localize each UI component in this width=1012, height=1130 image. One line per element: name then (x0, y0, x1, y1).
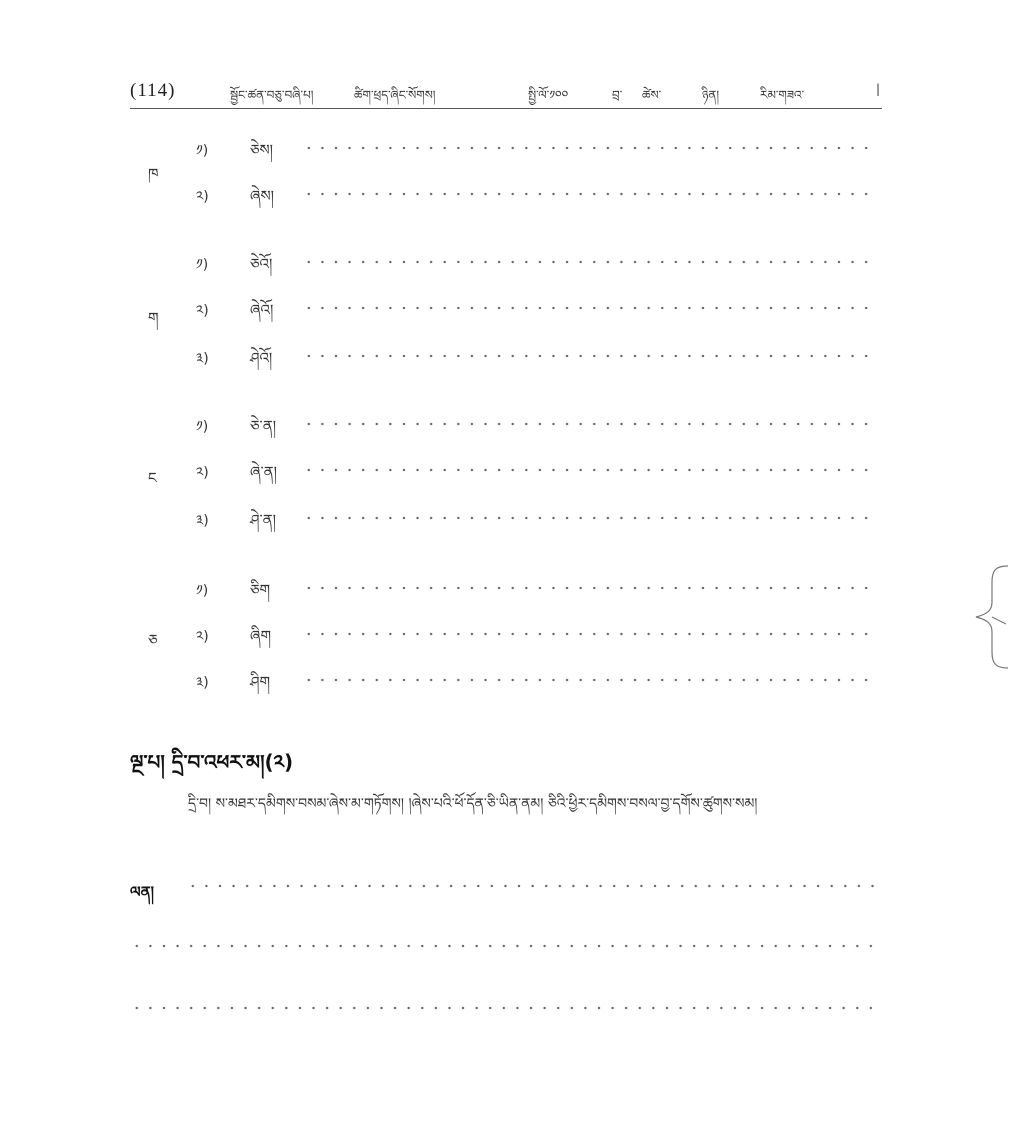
header-year: སྤྱི་ལོ་༡༠༠ (528, 88, 569, 102)
row-word: ཅིག (250, 581, 271, 599)
answer-dot-line[interactable] (302, 354, 876, 358)
answer-dot-line[interactable] (130, 1006, 882, 1010)
exercise-row (196, 248, 886, 276)
row-number: ༡) (196, 583, 209, 599)
row-number: ༢) (196, 303, 209, 319)
answer-dot-line[interactable] (186, 884, 876, 888)
header-lesson-topic: ཚིག་ཕྲད་ཞིང་སོགས། (354, 88, 436, 102)
group-label: ག (148, 309, 159, 327)
row-number: ༢) (196, 189, 209, 205)
header-book-title: སྦྱོང་ཚན་བཅུ་བཞི་པ། (230, 88, 314, 102)
header-date: ཉིན། (702, 88, 720, 102)
row-number: ༣) (196, 513, 209, 529)
header-end-mark: | (876, 82, 881, 96)
group-label: ཁ (148, 165, 159, 183)
exercise-row (196, 504, 886, 532)
exercise-row (196, 620, 886, 648)
running-header (230, 82, 880, 104)
answer-dot-line[interactable] (302, 146, 876, 150)
row-number: ༣) (196, 675, 209, 691)
exercise-row (196, 180, 886, 208)
exercise-row (196, 666, 886, 694)
answer-dot-line[interactable] (302, 678, 870, 682)
row-number: ༡) (196, 257, 209, 273)
row-word: ཤིག (250, 673, 271, 691)
answer-dot-line[interactable] (302, 468, 876, 472)
row-word: ཅེས། (250, 141, 273, 159)
exercise-row (196, 342, 886, 370)
answer-dot-line[interactable] (302, 516, 876, 520)
row-word: ཤེ་ན། (250, 511, 276, 529)
row-number: ༡) (196, 143, 209, 159)
answer-dot-line[interactable] (302, 422, 876, 426)
row-word: ཤེའོ། (250, 349, 273, 367)
exercise-row (196, 456, 886, 484)
row-word: ཞེ་ན། (250, 463, 277, 481)
row-word: ཞེས། (250, 187, 274, 205)
row-word: ཞེའོ། (250, 301, 274, 319)
row-number: ༡) (196, 419, 209, 435)
row-number: ༣) (196, 351, 209, 367)
exercise-row (196, 574, 886, 602)
row-word: ཅེ་ན། (250, 417, 277, 435)
answer-label: ལན། (130, 883, 154, 901)
question-text: དྲི་བ། ས་མཐར་དམིགས་བསམ་ཞེས་མ་གཏོགས། །ཞེས་པའི་ཕོ་དོན་ཅི་ཡིན་ནམ། ཅིའི་ཕྱིར་དམིགས་བསལ་བྱ་དགོས་ཚུགས་སམ། (188, 796, 758, 812)
answer-dot-line[interactable] (302, 632, 870, 636)
exercise-row (196, 134, 886, 162)
header-class: ཚེས་ (642, 88, 662, 102)
answer-dot-line[interactable] (302, 192, 876, 196)
header-rule (130, 108, 882, 109)
exercise-row (196, 410, 886, 438)
answer-dot-line[interactable] (302, 260, 876, 264)
header-level: རིམ་གཟའ་ (760, 88, 805, 102)
row-number: ༢) (196, 629, 209, 645)
exercise-row (196, 294, 886, 322)
answer-dot-line[interactable] (302, 306, 876, 310)
answer-dot-line[interactable] (302, 586, 870, 590)
page-number: (114) (130, 80, 176, 101)
group-label: ང (148, 469, 157, 487)
row-number: ༢) (196, 465, 209, 481)
section-title: ལྔ་པ། དྲི་བ་འཕར་མ།(༢) (130, 750, 294, 774)
row-word: ཞིག (250, 627, 272, 645)
margin-brace-icon (970, 562, 1010, 672)
header-subject: བྲ་ (612, 88, 623, 102)
group-label: ཅ (148, 631, 158, 649)
row-word: ཅེའོ། (250, 255, 273, 273)
answer-dot-line[interactable] (130, 944, 882, 948)
